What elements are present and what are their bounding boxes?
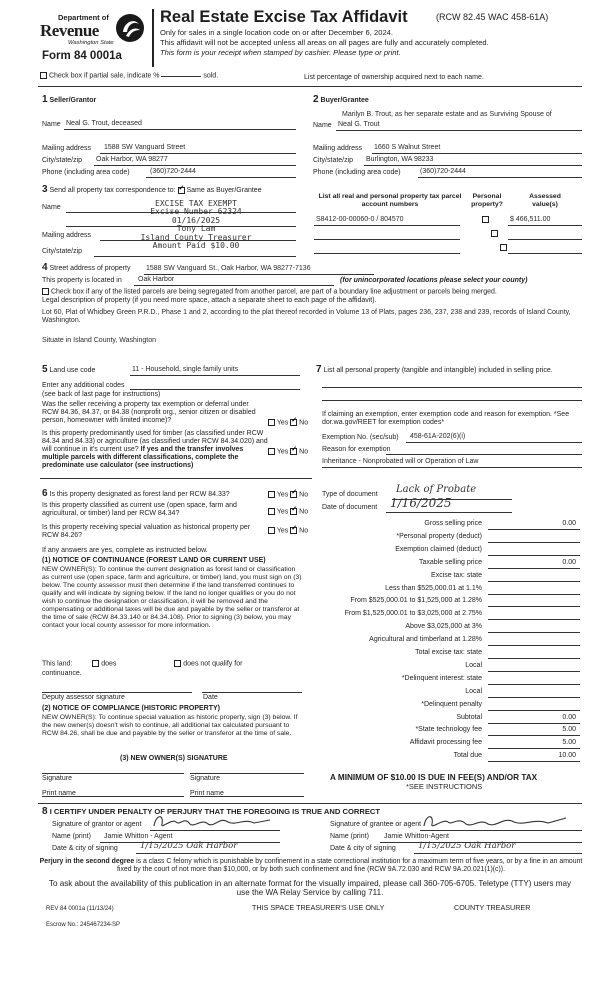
tax-row-line [488, 542, 580, 543]
perjury-notice: Perjury in the second degree is a class C felony which is punishable by confinement in a state correctional institution for a maximum term of five years, or by a fine in an amount fixed by the court of not more than $10,000, or by both such confinement and fine (RCW 9A.72.030 and RCW 9A.20.021(1)(c)). [39, 858, 583, 873]
q2-no-checkbox[interactable] [290, 448, 297, 455]
reason-for-exemption[interactable]: Inheritance - Nonprobated will or Operation of Law [322, 458, 479, 465]
tax-row-line [488, 723, 580, 724]
s6q1-no-checkbox[interactable] [290, 491, 297, 498]
escrow-number: Escrow No.: 245467234-SP [46, 922, 121, 928]
grantor-print-name[interactable]: Jamie Whitton - Agent [104, 833, 173, 840]
located-in-value[interactable]: Oak Harbor [138, 276, 175, 283]
exemption-deferral-question: Was the seller receiving a property tax exemption or deferral under RCW 84.36, 84.37, or 84.38 (nonprofit org., senior citizen or disabled person, homeowner with limited income)? [42, 401, 256, 425]
tax-row-label: Local [465, 687, 482, 695]
form-number: Form 84 0001a [42, 50, 122, 62]
certify-heading: 8 I CERTIFY UNDER PENALTY OF PERJURY THAT THE FOREGOING IS TRUE AND CORRECT [42, 806, 381, 817]
tax-row-label: Local [465, 661, 482, 669]
section3-heading: 3 Send all property tax correspondence to: ✓ Same as Buyer/Grantee [42, 184, 262, 196]
section4-street-row: 4 Street address of property [42, 262, 131, 273]
tax-row-label: *State technology fee [415, 726, 482, 734]
notice-compliance-body: NEW OWNER(S): To continue special valuation as historic property, sign (3) below. If the new owner(s) doesn't wish to continue, all additional tax calculated pursuant to RCW 84.26, shall be due and payable by the seller or transferor at the time of sale. [42, 714, 298, 737]
s6q2-no-checkbox[interactable] [290, 508, 297, 515]
section7-heading: 7 List all personal property (tangible and intangible) included in selling price. [316, 364, 553, 375]
partial-sale-checkbox[interactable] [40, 72, 47, 79]
date-of-document-label: Date of document [322, 504, 378, 511]
tax-row-label: *Delinquent interest: state [401, 674, 482, 682]
tax-row-line [488, 555, 580, 556]
logo-department-of: Department of [58, 13, 109, 22]
tax-row-label: From $1,525,000.01 to $3,025,000 at 2.75% [344, 610, 482, 618]
tax-row-label: Taxable selling price [418, 558, 482, 566]
owner-signature-label-1: Signature [42, 775, 72, 782]
tax-row-label: Total excise tax: state [415, 649, 482, 656]
tax-row-value[interactable]: 0.00 [562, 520, 576, 527]
parcel-col-header: List all real and personal property tax parcel account numbers [318, 193, 462, 208]
current-use-question: Is this property classified as current use (open space, farm and agricultural, or timber) land per RCW 84.34? [42, 502, 237, 518]
same-as-buyer-checkbox[interactable] [178, 187, 185, 194]
claim-exemption-text: If claiming an exemption, enter exemption code and reason for exemption. *See dor.wa.gov/REET for exemption codes* [322, 411, 570, 427]
assessed-value-col-header: Assessed value(s) [529, 193, 561, 208]
tax-row-label: Excise tax: state [431, 571, 482, 579]
tax-row-label: From $525,000.01 to $1,525,000 at 1.28% [350, 597, 482, 605]
buyer-name-line1[interactable]: Marilyn B. Trout, as her separate estate and as Surviving Spouse of [342, 111, 552, 118]
if-yes-note: If any answers are yes, complete as instructed below. [42, 547, 208, 554]
seller-name[interactable]: Neal G. Trout, deceased [66, 120, 142, 127]
logo-washington-state: Washington State [68, 40, 114, 46]
partial-sale-text-b: sold. [203, 72, 219, 80]
tax-row-line [488, 581, 580, 582]
tax-row-label: Affidavit processing fee [409, 739, 482, 747]
personal-property-col-header: Personal property? [471, 193, 503, 208]
grantee-signature-label: Signature of grantee or agent [330, 821, 422, 828]
alternate-format-notice: To ask about the availability of this publication in an alternate format for the visually impaired, please call 360-705-6705. Teletype (TTY) users may use the WA Relay Service by calling 711. [48, 879, 572, 898]
personal-property-checkbox-1[interactable] [482, 216, 489, 223]
land-use-label: 5 Land use code [42, 364, 96, 375]
owner-print-name-label-2: Print name [190, 790, 224, 797]
form-citation: (RCW 82.45 WAC 458-61A) [436, 12, 549, 22]
tax-row-label: Agricultural and timberland at 1.28% [369, 636, 482, 644]
exemption-number-label: Exemption No. (sec/sub) [322, 434, 399, 441]
header-note-3: This form is your receipt when stamped by cashier. Please type or print. [160, 48, 401, 57]
s6q3-no-checkbox[interactable] [290, 527, 297, 534]
q2-yes-checkbox[interactable] [268, 448, 275, 455]
notice-compliance-title: (2) NOTICE OF COMPLIANCE (HISTORIC PROPERTY) [42, 705, 220, 712]
see-back-note: (see back of last page for instructions) [42, 391, 161, 398]
tax-row-value[interactable]: 5.00 [562, 726, 576, 734]
tax-row-line [488, 568, 580, 569]
s6q1-yes-no: Yes ✓ No [268, 491, 308, 499]
date-of-document[interactable]: 1/16/2025 [390, 496, 452, 510]
grantee-date-city-label: Date & city of signing [330, 845, 396, 852]
buyer-city[interactable]: Burlington, WA 98233 [366, 156, 434, 163]
revision-label: REV 84 0001a (11/13/24) [46, 906, 114, 912]
tax-calculation-table [316, 520, 582, 770]
buyer-city-label: City/state/zip [313, 157, 354, 164]
seller-phone-label: Phone (including area code) [42, 169, 130, 176]
unincorporated-note: (for unincorporated locations please select your county) [340, 277, 528, 284]
tax-row-label: *Personal property (deduct) [396, 532, 482, 540]
segregate-checkbox[interactable] [42, 288, 49, 295]
type-of-document-label: Type of document [322, 491, 378, 498]
s6q1-yes-checkbox[interactable] [268, 491, 275, 498]
form-title: Real Estate Excise Tax Affidavit [160, 8, 408, 26]
header-divider [152, 9, 154, 67]
timber-question: Is this property predominantly used for timber (as classified under RCW 84.34 and 84.33) or agriculture (as classified under RCW 84.34.020) and will continue in it's current use? If yes and the transfer involves multiple parcels with different classifications, complete the predominate use calculator (see instructions) [42, 430, 268, 470]
buyer-phone-label: Phone (including area code) [313, 169, 401, 176]
continuance-label: continuance. [42, 670, 82, 677]
grantee-print-label: Name (print) [330, 833, 369, 840]
tax-row-label: Total due [453, 752, 482, 760]
tax-row-value[interactable]: 0.00 [562, 558, 576, 566]
tax-row-line [488, 632, 580, 633]
reason-label: Reason for exemption [322, 446, 391, 453]
section3-city-label: City/state/zip [42, 248, 83, 255]
treasurer-use-only: THIS SPACE TREASURER'S USE ONLY [252, 903, 385, 912]
tax-row-line [488, 658, 580, 659]
parcel-number[interactable]: S8412-00-00060-0 / 804570 [316, 216, 404, 223]
forest-question: 6 Is this property designated as forest land per RCW 84.33? [42, 488, 230, 499]
buyer-mailing-label: Mailing address [313, 145, 363, 152]
header-note-2: This affidavit will not be accepted unless all areas on all pages are fully and accurately completed. [160, 38, 489, 47]
section8-rule [38, 803, 582, 804]
personal-property-checkbox-3[interactable] [500, 244, 507, 251]
county-treasurer-label: COUNTY TREASURER [454, 903, 531, 912]
buyer-mailing[interactable]: 1660 S Walnut Street [374, 144, 441, 151]
tax-row-value[interactable]: 5.00 [562, 739, 576, 747]
tax-row-line [488, 594, 580, 595]
seller-phone[interactable]: (360)720-2444 [150, 168, 196, 175]
notice-continuance-title: (1) NOTICE OF CONTINUANCE (FOREST LAND OR CURRENT USE) [42, 557, 266, 564]
q2-yes-no: Yes ✓ No [268, 448, 308, 456]
list-percentage-note: List percentage of ownership acquired next to each name. [304, 74, 484, 81]
located-in-label: This property is located in [42, 277, 122, 284]
tax-row-value[interactable]: 10.00 [558, 752, 576, 760]
tax-row-line [488, 697, 580, 698]
buyer-name-line2[interactable]: Neal G. Trout [338, 121, 380, 128]
owner-print-name-label-1: Print name [42, 790, 76, 797]
tax-row-label: Exemption claimed (deduct) [395, 545, 482, 553]
revenue-swirl-icon [114, 12, 146, 44]
tax-row-line [488, 671, 580, 672]
legal-description-label: Legal description of property (if you need more space, attach a separate sheet to each page of the affidavit). [42, 297, 377, 304]
grantor-print-label: Name (print) [52, 833, 91, 840]
does-not-qualify-checkbox[interactable] [174, 660, 181, 667]
situate-text[interactable]: Situate in Island County, Washington [42, 337, 157, 344]
type-of-document[interactable]: Lack of Probate [396, 484, 477, 495]
seller-city[interactable]: Oak Harbor, WA 98277 [96, 156, 168, 163]
tax-row-label: Less than $525,000.01 at 1.1% [385, 584, 482, 592]
tax-row-line [488, 645, 580, 646]
q1-no-checkbox[interactable] [290, 419, 297, 426]
segregate-row: Check box if any of the listed parcels are being segregated from another parcel, are part of a boundary line adjustment or parcels being merged. [42, 288, 582, 296]
s6q2-yes-no: Yes ✓ No [268, 508, 308, 516]
deputy-date-label: Date [203, 694, 218, 701]
partial-sale-text-a: Check box if partial sale, indicate % [48, 72, 160, 80]
minimum-due-note: A MINIMUM OF $10.00 IS DUE IN FEE(S) AND/OR TAX [330, 773, 538, 782]
notice-continuance-body: NEW OWNER(S): To continue the current designation as forest land or classification as current use (open space, farm and agriculture, or timber) land, you must sign on (3) below. The county assessor must then determine if the land transferred continues to qualify and will indicate by signing below. If the land no longer qualifies or you do not wish to continue the designation or classification, it will be removed and the compensating or additional taxes will be due and payable by the seller or transferor at the time of sale (RCW 84.33.140 or 84.34.108). Prior to signing (3) below, you may contact your local county assessor for more information. [42, 566, 302, 629]
tax-row-label: Above $3,025,000 at 3% [405, 623, 482, 631]
tax-row-line [488, 735, 580, 736]
exemption-number[interactable]: 458-61A-202(6)(i) [410, 433, 466, 440]
logo-revenue: Revenue [40, 21, 99, 40]
tax-row-label: *Delinquent penalty [421, 700, 482, 708]
does-qualify-checkbox[interactable] [92, 660, 99, 667]
excise-tax-exempt-stamp: EXCISE TAX EXEMPT Excise Number 62324 01/16/2025 Tony Lam Island County Treasurer Amount Paid $10.00 [140, 199, 252, 250]
grantee-signature[interactable] [420, 812, 570, 832]
s6q3-yes-no: Yes ✓ No [268, 527, 308, 535]
grantee-print-name[interactable]: Jamie Whitton-Agent [384, 833, 449, 840]
section3-mailing-label: Mailing address [42, 232, 92, 239]
owner-signature-label-2: Signature [190, 775, 220, 782]
tax-row-line [488, 684, 580, 685]
tax-row-label: Subtotal [456, 713, 482, 721]
see-instructions-note: *SEE INSTRUCTIONS [406, 782, 483, 791]
tax-row-line [488, 761, 580, 762]
personal-property-checkbox-2[interactable] [491, 230, 498, 237]
tax-row-value[interactable]: 0.00 [562, 713, 576, 721]
tax-row-label: Gross selling price [424, 520, 482, 527]
historic-question: Is this property receiving special valuation as historical property per RCW 84.26? [42, 524, 251, 540]
q1-yes-no: Yes ✓ No [268, 419, 308, 427]
this-land-row: This land: does does not qualify for [42, 660, 243, 668]
grantee-date-city[interactable]: 1/15/2025 Oak Harbor [418, 841, 516, 851]
tax-row-line [488, 710, 580, 711]
assessed-value[interactable]: $ 466,511.00 [510, 216, 551, 223]
buyer-heading: 2 Buyer/Grantee [313, 94, 369, 105]
grantor-date-city-label: Date & city of signing [52, 845, 118, 852]
tax-row-line [488, 529, 580, 530]
seller-city-label: City/state/zip [42, 157, 83, 164]
buyer-phone[interactable]: (360)720-2444 [420, 168, 466, 175]
seller-heading: 1 Seller/Grantor [42, 94, 97, 105]
additional-codes-label: Enter any additional codes [42, 382, 125, 389]
s6q2-yes-checkbox[interactable] [268, 508, 275, 515]
tax-row-line [488, 748, 580, 749]
new-owner-signature-title: (3) NEW OWNER(S) SIGNATURE [120, 755, 228, 762]
tax-row-line [488, 606, 580, 607]
s6q3-yes-checkbox[interactable] [268, 527, 275, 534]
grantor-signature[interactable] [150, 812, 275, 832]
section3-name-label: Name [42, 204, 61, 211]
seller-mailing-label: Mailing address [42, 145, 92, 152]
grantor-date-city[interactable]: 1/15/2025 Oak Harbor [140, 841, 238, 851]
seller-mailing[interactable]: 1588 SW Vanguard Street [104, 144, 186, 151]
grantor-signature-label: Signature of grantor or agent [52, 821, 142, 828]
deputy-assessor-signature-label: Deputy assessor signature [42, 694, 125, 701]
q1-yes-checkbox[interactable] [268, 419, 275, 426]
legal-description[interactable]: Lot 60, Plat of Whidbey Green P.R.D., Phase 1 and 2, according to the plat thereof recorded in Volume 13 of Plats, pages 236, 237, 238 and 239, records of Island County, Washington. [42, 309, 571, 325]
top-rule [38, 86, 582, 87]
section5-rule [40, 478, 312, 479]
buyer-name-label: Name [313, 122, 332, 129]
header-note-1: Only for sales in a single location code on or after December 6, 2024. [160, 28, 394, 37]
seller-name-label: Name [42, 121, 61, 128]
property-street-address[interactable]: 1588 SW Vanguard St., Oak Harbor, WA 98277-7136 [146, 265, 311, 272]
land-use-code[interactable]: 11 - Household, single family units [132, 366, 239, 373]
tax-row-line [488, 619, 580, 620]
